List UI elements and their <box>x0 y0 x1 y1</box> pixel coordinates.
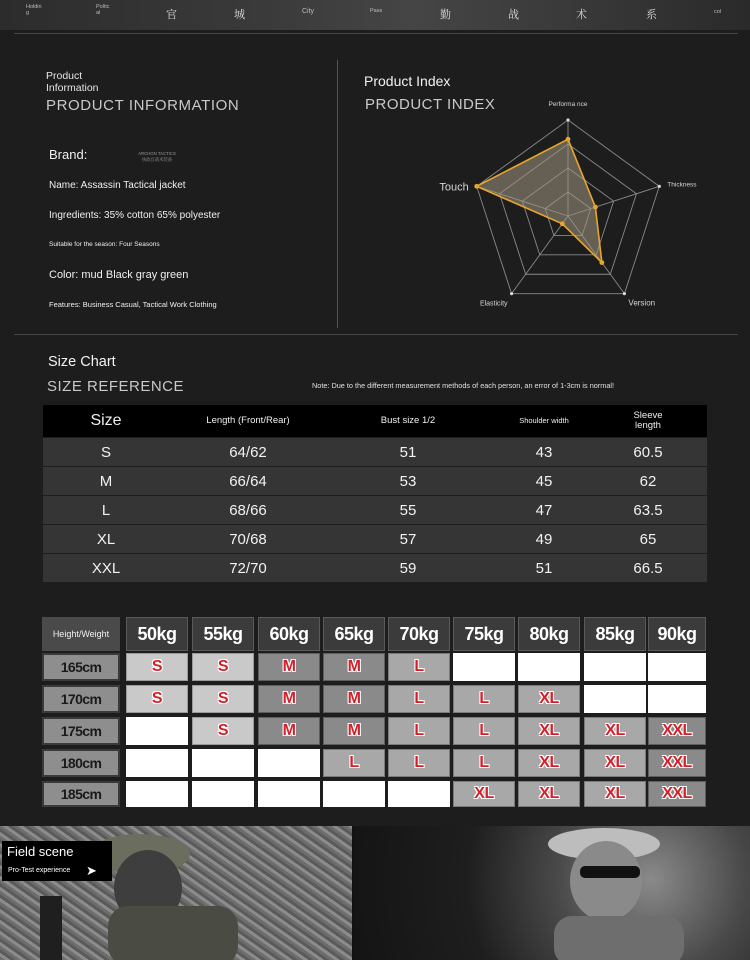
size-recommendation-cell: XXL <box>648 781 706 807</box>
header-bust: Bust size 1/2 <box>380 415 436 426</box>
nav-item-city[interactable]: City <box>302 8 315 15</box>
field-scene-title: Field scene <box>7 844 74 859</box>
radar-axis-label: Touch <box>439 181 469 194</box>
weight-header: 60kg <box>258 617 320 651</box>
nav-item-zhan[interactable]: 战 <box>508 8 519 21</box>
size-table <box>43 405 707 582</box>
size-recommendation-cell: L <box>388 749 450 777</box>
size-cell-shoulder: 47 <box>535 501 553 519</box>
size-recommendation-cell: M <box>323 717 385 745</box>
size-cell-size: XXL <box>91 559 121 577</box>
size-cell-sleeve: 60.5 <box>633 443 663 461</box>
index-title: PRODUCT INDEX <box>365 96 496 113</box>
empty-cell <box>388 781 450 807</box>
empty-cell <box>648 685 706 713</box>
size-cell-sleeve: 66.5 <box>633 559 663 577</box>
size-row <box>43 496 707 524</box>
size-note: Note: Due to the different measurement methods of each person, an error of 1-3cm is normal! <box>312 381 615 390</box>
panel-divider <box>337 60 338 328</box>
empty-cell <box>192 781 254 807</box>
size-cell-bust: 51 <box>399 443 417 461</box>
height-header: 185cm <box>42 781 120 807</box>
empty-cell <box>258 781 320 807</box>
empty-cell <box>126 781 188 807</box>
radar-axis-label: Performa nce <box>548 101 588 108</box>
brand-logo-line2: 执政官战术装备 <box>141 157 173 162</box>
size-recommendation-cell: S <box>192 685 254 713</box>
weight-header: 90kg <box>648 617 706 651</box>
mid-divider <box>14 334 738 335</box>
info-title: PRODUCT INFORMATION <box>46 97 240 114</box>
nav-item-col[interactable]: col <box>714 9 722 15</box>
size-cell-length: 66/64 <box>229 472 267 490</box>
size-recommendation-cell: M <box>258 685 320 713</box>
empty-cell <box>453 653 515 681</box>
header-length: Length (Front/Rear) <box>206 415 290 426</box>
brand-label: Brand: <box>49 147 88 162</box>
size-recommendation-cell: XL <box>584 749 646 777</box>
size-recommendation-cell: XL <box>518 685 580 713</box>
nav-item-political[interactable]: Poltic al <box>96 4 110 16</box>
size-recommendation-cell: S <box>126 653 188 681</box>
empty-cell <box>518 653 580 681</box>
weight-header: 55kg <box>192 617 254 651</box>
size-recommendation-cell: L <box>388 653 450 681</box>
size-cell-bust: 57 <box>399 530 417 548</box>
info-title-small: Product Information <box>46 70 99 94</box>
empty-cell <box>126 717 188 745</box>
spec-name: Name: Assassin Tactical jacket <box>49 180 186 191</box>
radar-axis-end <box>658 185 661 188</box>
weight-header: 50kg <box>126 617 188 651</box>
size-cell-bust: 55 <box>399 501 417 519</box>
weight-header: 85kg <box>584 617 646 651</box>
size-cell-size: S <box>100 443 111 461</box>
height-header: 180cm <box>42 749 120 777</box>
radar-axis-label: Version <box>628 298 656 308</box>
field-photo-right <box>354 826 750 960</box>
size-recommendation-cell: L <box>453 685 515 713</box>
size-title: SIZE REFERENCE <box>47 378 185 395</box>
weight-header: 80kg <box>518 617 580 651</box>
radar-data-point <box>566 137 571 142</box>
size-cell-bust: 53 <box>399 472 417 490</box>
radar-axis-end <box>566 118 569 121</box>
grid-corner-label: Height/Weight <box>42 617 120 651</box>
size-cell-length: 68/66 <box>229 501 267 519</box>
height-header: 170cm <box>42 685 120 713</box>
size-recommendation-cell: L <box>323 749 385 777</box>
height-header: 175cm <box>42 717 120 745</box>
size-recommendation-cell: M <box>258 717 320 745</box>
radar-axis-end <box>623 292 626 295</box>
header-size: Size <box>90 412 122 429</box>
size-cell-sleeve: 62 <box>639 472 657 490</box>
brand-logo-line1: ARCHON TACTICS <box>138 151 176 156</box>
radar-axis-end <box>510 292 513 295</box>
empty-cell <box>258 749 320 777</box>
height-weight-grid <box>42 617 706 809</box>
size-cell-length: 64/62 <box>229 443 267 461</box>
nav-item-holding[interactable]: Holdin g <box>26 4 42 16</box>
size-title-small: Size Chart <box>48 354 116 370</box>
size-row <box>43 554 707 582</box>
nav-item-qin[interactable]: 勤 <box>440 8 451 21</box>
size-recommendation-cell: M <box>258 653 320 681</box>
size-table-header <box>43 405 707 437</box>
size-cell-shoulder: 51 <box>535 559 553 577</box>
size-row <box>43 438 707 466</box>
size-cell-length: 72/70 <box>229 559 267 577</box>
size-cell-bust: 59 <box>399 559 417 577</box>
size-recommendation-cell: XL <box>584 781 646 807</box>
size-cell-sleeve: 65 <box>639 530 657 548</box>
spec-ingredients: Ingredients: 35% cotton 65% polyester <box>49 210 221 221</box>
size-recommendation-cell: L <box>388 685 450 713</box>
size-recommendation-cell: L <box>453 749 515 777</box>
field-scene-subtitle: Pro-Test experience <box>8 867 71 874</box>
radar-chart <box>420 100 720 325</box>
header-sleeve: Sleeve length <box>633 410 663 431</box>
size-cell-size: L <box>101 501 111 519</box>
size-cell-shoulder: 45 <box>535 472 553 490</box>
empty-cell <box>648 653 706 681</box>
size-recommendation-cell: M <box>323 653 385 681</box>
weight-header: 65kg <box>323 617 385 651</box>
nav-item-pass[interactable]: Pass <box>370 8 383 14</box>
radar-data-point <box>560 221 565 226</box>
empty-cell <box>584 653 646 681</box>
spec-color: Color: mud Black gray green <box>49 269 189 281</box>
size-recommendation-cell: M <box>323 685 385 713</box>
nav-item-cheng[interactable]: 城 <box>234 8 245 21</box>
size-recommendation-cell: S <box>126 685 188 713</box>
nav-item-shu[interactable]: 术 <box>576 8 587 21</box>
radar-data-point <box>474 184 479 189</box>
soldier-silhouette-right <box>354 826 750 960</box>
spec-features: Features: Business Casual, Tactical Work Clothing <box>49 300 217 309</box>
nav-item-xi[interactable]: 系 <box>646 8 657 21</box>
radar-axis-label: Thickness <box>667 181 697 189</box>
radar-axis-label: Elasticity <box>479 300 508 308</box>
size-cell-sleeve: 63.5 <box>633 501 663 519</box>
size-cell-shoulder: 43 <box>535 443 553 461</box>
spec-season: Suitable for the season: Four Seasons <box>49 241 160 248</box>
size-recommendation-cell: XXL <box>648 749 706 777</box>
brand-logo <box>129 151 185 163</box>
size-cell-shoulder: 49 <box>535 530 553 548</box>
field-scene-photos <box>0 826 750 960</box>
size-recommendation-cell: L <box>388 717 450 745</box>
size-recommendation-cell: S <box>192 717 254 745</box>
empty-cell <box>323 781 385 807</box>
size-recommendation-cell: XL <box>518 749 580 777</box>
field-scene-badge <box>2 841 112 881</box>
weight-header: 75kg <box>453 617 515 651</box>
radar-data-point <box>599 260 604 265</box>
radar-data-point <box>593 205 598 210</box>
top-divider <box>14 33 738 34</box>
top-nav <box>0 0 750 30</box>
header-shoulder: Shoulder width <box>519 416 569 425</box>
size-recommendation-cell: XL <box>584 717 646 745</box>
size-cell-length: 70/68 <box>229 530 267 548</box>
size-recommendation-cell: XL <box>453 781 515 807</box>
arrow-right-icon[interactable]: ➤ <box>86 863 97 878</box>
size-recommendation-cell: XL <box>518 781 580 807</box>
weight-header: 70kg <box>388 617 450 651</box>
size-recommendation-cell: L <box>453 717 515 745</box>
size-row <box>43 467 707 495</box>
size-recommendation-cell: XL <box>518 717 580 745</box>
size-recommendation-cell: S <box>192 653 254 681</box>
size-row <box>43 525 707 553</box>
size-cell-size: XL <box>96 530 116 548</box>
empty-cell <box>126 749 188 777</box>
empty-cell <box>192 749 254 777</box>
size-cell-size: M <box>99 472 113 490</box>
nav-item-guan[interactable]: 官 <box>166 8 177 21</box>
field-photo-left <box>0 826 352 960</box>
size-recommendation-cell: XXL <box>648 717 706 745</box>
empty-cell <box>584 685 646 713</box>
height-header: 165cm <box>42 653 120 681</box>
index-title-small: Product Index <box>364 73 451 89</box>
